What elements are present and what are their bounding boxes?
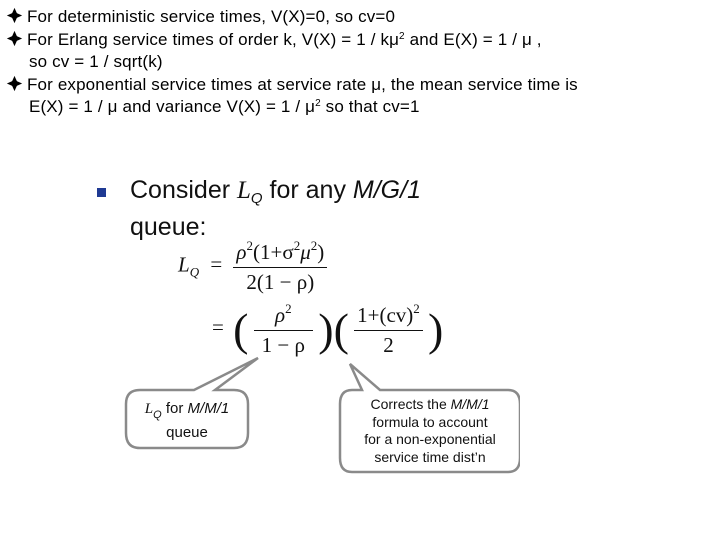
bullet-list — [6, 6, 714, 119]
diamond-bullet-icon — [6, 75, 23, 92]
bullet-text: For deterministic service times, V(X)=0, so cv=0 — [27, 7, 396, 26]
model-name: M/G/1 — [352, 176, 421, 204]
superscript: 2 — [315, 98, 321, 109]
mg1-formula-figure — [80, 168, 520, 488]
equation-decomposed: = ( $\frac{\rho^2}{1 - \rho}$ )( $\frac{1+(cv)^2}{2}$ ) — [212, 301, 444, 357]
bullet-text: E(X) = 1 / μ and variance V(X) = 1 / μ — [29, 97, 316, 116]
bullet-erlang — [6, 29, 714, 52]
fraction-mm1: $\frac{\rho^2}{1 - \rho}$ — [254, 301, 313, 358]
callout-left-text: $L_Q$ for M/M/1 queue — [144, 400, 230, 441]
diamond-bullet-icon — [6, 30, 23, 47]
fraction: $\frac{\rho^2(1+\sigma^2\mu^2)}{2(1 - \rho)}$ — [233, 238, 327, 295]
diamond-bullet-icon — [6, 7, 23, 24]
figure-heading: Consider $L_Q$ for any M/G/1 queue: — [130, 176, 421, 241]
fraction-correction: $\frac{1+(cv)^2}{2}$ — [354, 301, 423, 358]
bullet-text: For Erlang service times of order k, V(X) = 1 / kμ — [27, 29, 400, 49]
lq-symbol: L — [237, 177, 251, 204]
bullet-exponential — [6, 74, 714, 97]
equation-lq: $L_Q$ = $\frac{\rho^2(1+\sigma^2\mu^2)}{2(1 - \rho)}$ — [178, 238, 327, 295]
bullet-continuation — [6, 51, 714, 74]
callout-right-text: Corrects the M/M/1 formula to account for a non-exponential service time dist’n — [364, 396, 496, 465]
bullet-text: so cv = 1 / sqrt(k) — [29, 52, 163, 71]
bullet-text-cont: so that cv=1 — [320, 97, 420, 116]
bullet-continuation — [6, 96, 714, 119]
bullet-deterministic — [6, 6, 714, 29]
bullet-text: For exponential service times at service rate μ, the mean service time is — [27, 74, 578, 94]
bullet-text-cont: and E(X) = 1 / μ , — [404, 29, 542, 49]
superscript: 2 — [399, 30, 405, 42]
